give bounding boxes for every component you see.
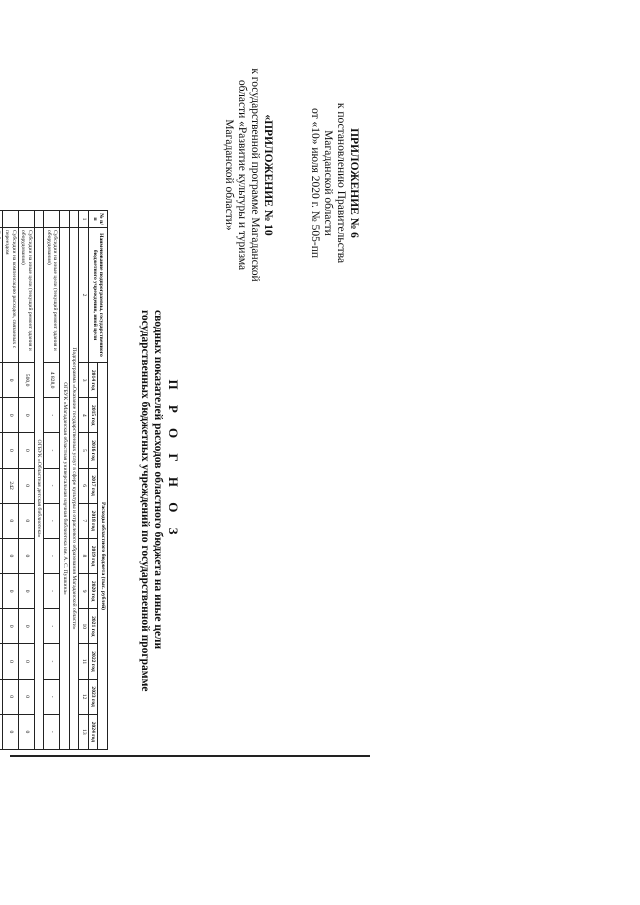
cell: 0 [19,714,35,749]
appendix2-title: «ПРИЛОЖЕНИЕ № 10 [262,114,274,236]
cell: 0 [19,538,35,573]
org-title: ОГБУК «Областная детская библиотека» [35,228,45,750]
page-break-rule [10,755,370,757]
appendix2-header [222,20,274,330]
cell: - [44,574,60,609]
blank-cell [60,211,70,228]
cell: - [44,644,60,679]
col-number: 5 [79,433,89,468]
cell: 0 [19,468,35,503]
col-number: 12 [79,679,89,714]
cell: 0 [3,679,19,714]
year-header: 2015 год [89,398,99,433]
cell: 0 [19,503,35,538]
row-name: Субсидии на иные цели (текущий ремонт здания и оборудования) [44,228,60,363]
col-number: 7 [79,503,89,538]
col-number: 8 [79,538,89,573]
cell: 242 [3,468,19,503]
year-header: 2017 год [89,468,99,503]
org-title: ОГБУК «Магаданская областная универсальная научная библиотека им. А. С. Пушкина» [60,228,70,750]
cell [0,609,3,644]
cell: 0 [3,503,19,538]
row-name: Субсидии на иные цели (текущий ремонт здания и оборудования) [19,228,35,363]
org-row [35,211,45,750]
cell [0,433,3,468]
cell: - [44,679,60,714]
year-header: 2016 год [89,433,99,468]
row-name [0,228,3,363]
col-header-group: Расходы областного бюджета (тыс. рублей) [98,363,108,750]
col-number: 13 [79,714,89,749]
cell: - [44,468,60,503]
cell [0,503,3,538]
year-header: 2018 год [89,503,99,538]
cell: 0 [19,609,35,644]
blank-cell [70,211,80,228]
table-row [19,211,35,750]
blank-cell [19,211,35,228]
cell [0,574,3,609]
col-number: 1 [79,211,89,228]
cell: 0 [3,574,19,609]
cell: 0 [3,433,19,468]
appendix2-line: области «Развитие культуры и туризма [236,79,248,271]
cell: 0 [3,609,19,644]
col-header-name: Наименование подпрограммы, государственного бюджетного учреждения, иной цели [89,228,108,363]
table-row [0,211,3,750]
cell [0,363,3,398]
appendix-title: ПРИЛОЖЕНИЕ № 6 [348,128,360,238]
rotated-page [4,10,370,760]
cell: 0 [3,398,19,433]
appendix-line: от «10» июля 2020 г. № 505-пп [309,107,321,259]
col-header-no: № п/п [89,211,108,228]
title-main: П Р О Г Н О З [166,379,181,541]
table-header-row [98,211,108,750]
cell: 4 828,0 [44,363,60,398]
blank-cell [0,211,3,228]
cell: - [44,714,60,749]
document-title [138,310,181,692]
appendix-line: Магаданской области [322,130,334,236]
cell [0,679,3,714]
cell: 0 [3,538,19,573]
col-number: 9 [79,574,89,609]
cell [0,714,3,749]
cell [0,644,3,679]
table-row [3,211,19,750]
appendix2-line: к государственной программе Магаданской [249,68,261,282]
year-header: 2022 год [89,644,99,679]
col-number: 10 [79,609,89,644]
cell: - [44,609,60,644]
cell [0,398,3,433]
col-number: 11 [79,644,89,679]
year-header: 2021 год [89,609,99,644]
year-header: 2014 год [89,363,99,398]
cell: 0 [19,398,35,433]
subprogram-title: Подпрограмма «Оказание государственных услуг в сфере культуры и отраслевого образования Магаданской области» [70,228,80,750]
appendix-header [308,58,360,308]
year-header: 2023 год [89,679,99,714]
cell: 500,0 [19,363,35,398]
year-header: 2019 год [89,538,99,573]
year-header: 2024 год [89,714,99,749]
cell: 0 [3,644,19,679]
table-row [44,211,60,750]
blank-cell [35,211,45,228]
appendix-line: к постановлению Правительства [335,102,347,264]
cell: 0 [19,679,35,714]
org-row [60,211,70,750]
cell [0,538,3,573]
col-number: 6 [79,468,89,503]
cell: 0 [3,714,19,749]
subprogram-row [70,211,80,750]
forecast-table [0,210,108,750]
cell: - [44,503,60,538]
blank-cell [3,211,19,228]
cell: - [44,538,60,573]
blank-cell [44,211,60,228]
table-colnum-row [79,211,89,750]
col-number: 2 [79,228,89,363]
col-number: 3 [79,363,89,398]
col-number: 4 [79,398,89,433]
cell: 0 [19,574,35,609]
year-header: 2020 год [89,574,99,609]
cell: - [44,433,60,468]
row-name: Субсидии на компенсацию расходов, связанных с переездом [3,228,19,363]
title-line: сводных показателей расходов областного бюджета на иные цели [152,310,164,650]
cell: 0 [19,433,35,468]
appendix2-line: Магаданской области» [223,119,235,231]
cell [0,468,3,503]
cell: 0 [19,644,35,679]
cell: 0 [3,363,19,398]
title-line: государственных бюджетных учреждений по государственной программе [139,310,151,692]
cell: - [44,398,60,433]
